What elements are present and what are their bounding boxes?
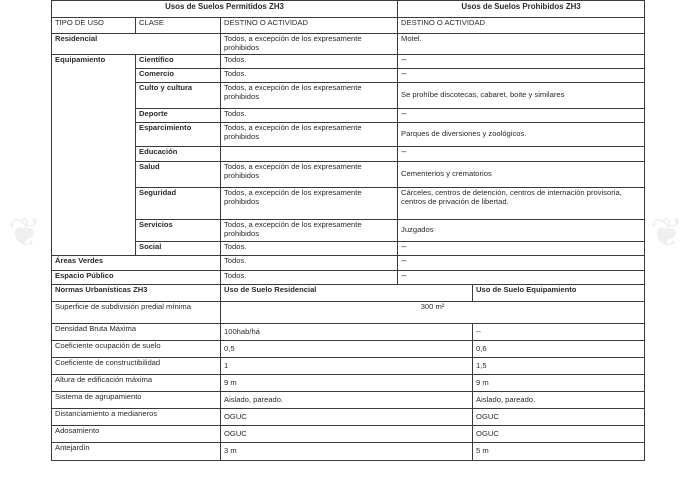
antejardin-equipamiento: 5 m xyxy=(473,443,645,461)
distanciamiento-equipamiento: OGUC xyxy=(473,409,645,426)
prohibido-comercio: --- xyxy=(398,69,645,83)
permitido-areas-verdes: Todos. xyxy=(221,256,398,271)
clase-esparcimiento: Esparcimiento xyxy=(136,123,221,147)
permitido-comercio: Todos. xyxy=(221,69,398,83)
col-clase-header: CLASE xyxy=(136,18,221,34)
densidad-label: Densidad Bruta Máxima xyxy=(52,324,221,341)
distanciamiento-residencial: OGUC xyxy=(221,409,473,426)
clase-culto: Culto y cultura xyxy=(136,83,221,109)
permitido-culto: Todos, a excepción de los expresamente prohibidos xyxy=(221,83,398,109)
tipo-espacio-publico: Espacio Público xyxy=(52,271,221,285)
superficie-value: 300 m² xyxy=(221,302,645,324)
permitido-deporte: Todos. xyxy=(221,109,398,123)
prohibido-esparcimiento: Parques de diversiones y zoológicos. xyxy=(398,123,645,147)
permitted-uses-header: Usos de Suelos Permitidos ZH3 xyxy=(52,1,398,18)
clase-educacion: Educación xyxy=(136,147,221,162)
altura-residencial: 9 m xyxy=(221,375,473,392)
prohibited-uses-header: Usos de Suelos Prohibidos ZH3 xyxy=(398,1,645,18)
permitido-cientifico: Todos. xyxy=(221,55,398,69)
tipo-areas-verdes: Áreas Verdes xyxy=(52,256,221,271)
zoning-table xyxy=(51,0,645,461)
coef-constructibilidad-residencial: 1 xyxy=(221,358,473,375)
prohibido-areas-verdes: --- xyxy=(398,256,645,271)
agrupamiento-residencial: Aislado, pareado. xyxy=(221,392,473,409)
coef-ocupacion-equipamiento: 0,6 xyxy=(473,341,645,358)
prohibido-deporte: --- xyxy=(398,109,645,123)
prohibido-seguridad: Cárceles, centros de detención, centros de internación provisoria, centros de privación de libertad. xyxy=(398,188,645,220)
col-destino-prohibido-header: DESTINO O ACTIVIDAD xyxy=(398,18,645,34)
col-tipo-header: TIPO DE USO xyxy=(52,18,136,34)
distanciamiento-label: Distanciamiento a medianeros xyxy=(52,409,221,426)
adosamiento-residencial: OGUC xyxy=(221,426,473,443)
permitido-social: Todos. xyxy=(221,242,398,256)
antejardin-residencial: 3 m xyxy=(221,443,473,461)
prohibido-salud: Cementerios y crematorios xyxy=(398,162,645,188)
clase-comercio: Comercio xyxy=(136,69,221,83)
clase-servicios: Servicios xyxy=(136,220,221,242)
prohibido-educacion: --- xyxy=(398,147,645,162)
normas-col-equipamiento: Uso de Suelo Equipamiento xyxy=(473,285,645,302)
densidad-residencial: 100hab/há xyxy=(221,324,473,341)
prohibido-cientifico: --- xyxy=(398,55,645,69)
permitido-servicios: Todos, a excepción de los expresamente prohibidos xyxy=(221,220,398,242)
superficie-label: Superficie de subdivisión predial mínima xyxy=(52,302,221,324)
permitido-residencial: Todos, a excepción de los expresamente prohibidos xyxy=(221,34,398,55)
antejardin-label: Antejardín xyxy=(52,443,221,461)
densidad-equipamiento: -- xyxy=(473,324,645,341)
clase-seguridad: Seguridad xyxy=(136,188,221,220)
coef-ocupacion-label: Coeficiente ocupación de suelo xyxy=(52,341,221,358)
coef-constructibilidad-label: Coeficiente de constructibilidad xyxy=(52,358,221,375)
prohibido-espacio-publico: --- xyxy=(398,271,645,285)
coef-constructibilidad-equipamiento: 1,5 xyxy=(473,358,645,375)
permitido-seguridad: Todos, a excepción de los expresamente prohibidos xyxy=(221,188,398,220)
clase-cientifico: Científico xyxy=(136,55,221,69)
normas-col-residencial: Uso de Suelo Residencial xyxy=(221,285,473,302)
coef-ocupacion-residencial: 0,5 xyxy=(221,341,473,358)
prohibido-servicios: Juzgados xyxy=(398,220,645,242)
clase-salud: Salud xyxy=(136,162,221,188)
permitido-educacion xyxy=(221,147,398,162)
altura-label: Altura de edificación máxima xyxy=(52,375,221,392)
col-destino-permitido-header: DESTINO O ACTIVIDAD xyxy=(221,18,398,34)
altura-equipamiento: 9 m xyxy=(473,375,645,392)
agrupamiento-equipamiento: Aislado, pareado. xyxy=(473,392,645,409)
normas-title: Normas Urbanísticas ZH3 xyxy=(52,285,221,302)
adosamiento-label: Adosamiento xyxy=(52,426,221,443)
adosamiento-equipamiento: OGUC xyxy=(473,426,645,443)
permitido-esparcimiento: Todos, a excepción de los expresamente prohibidos xyxy=(221,123,398,147)
clase-deporte: Deporte xyxy=(136,109,221,123)
clase-social: Social xyxy=(136,242,221,256)
prohibido-culto: Se prohíbe discotecas, cabaret, boite y similares xyxy=(398,83,645,109)
permitido-espacio-publico: Todos. xyxy=(221,271,398,285)
prohibido-social: --- xyxy=(398,242,645,256)
prohibido-residencial: Motel. xyxy=(398,34,645,55)
agrupamiento-label: Sistema de agrupamiento xyxy=(52,392,221,409)
watermark-left-ornament: ❦ xyxy=(8,210,42,256)
tipo-residencial: Residencial xyxy=(52,34,221,55)
watermark-right-ornament: ❦ xyxy=(650,210,684,256)
permitido-salud: Todos, a excepción de los expresamente prohibidos xyxy=(221,162,398,188)
tipo-equipamiento: Equipamiento xyxy=(52,55,136,256)
